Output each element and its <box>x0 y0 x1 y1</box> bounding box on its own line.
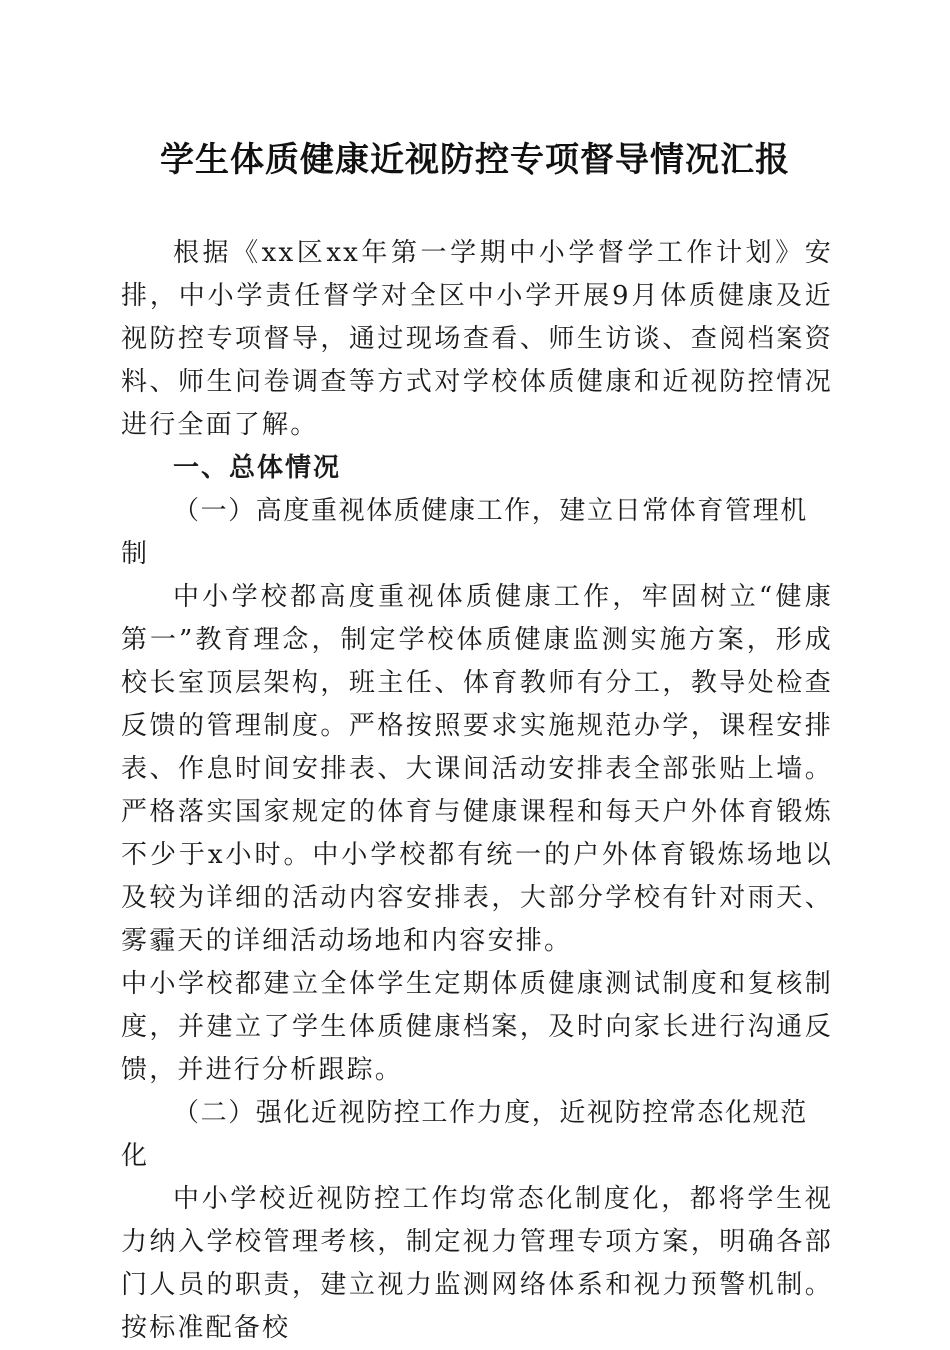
subsection-1-paragraph-1: 中小学校都高度重视体质健康工作，牢固树立“健康第一”教育理念，制定学校体质健康监测实施方案，形成校长室顶层架构，班主任、体育教师有分工，教导处检查反馈的管理制度。严格按照要求实施规范办学，课程安排表、作息时间安排表、大课间活动安排表全部张贴上墙。严格落实国家规定的体育与健康课程和每天户外体育锻炼不少于x小时。中小学校都有统一的户外体育锻炼场地以及较为详细的活动内容安排表，大部分学校有针对雨天、雾霾天的详细活动场地和内容安排。 <box>121 582 833 956</box>
intro-paragraph: 根据《xx区xx年第一学期中小学督学工作计划》安排，中小学责任督学对全区中小学开展9月体质健康及近视防控专项督导，通过现场查看、师生访谈、查阅档案资料、师生问卷调查等方式对学校体质健康和近视防控情况进行全面了解。 <box>121 238 833 440</box>
section-heading-overall: 一、总体情况 <box>173 453 342 483</box>
subsection-heading-2: （二）强化近视防控工作力度，近视防控常态化规范化 <box>121 1098 808 1171</box>
subsection-2-paragraph-1: 中小学校近视防控工作均常态化制度化，都将学生视力纳入学校管理考核，制定视力管理专项方案，明确各部门人员的职责，建立视力监测网络体系和视力预警机制。按标准配备校 <box>121 1184 833 1343</box>
document-title: 学生体质健康近视防控专项督导情况汇报 <box>160 140 790 180</box>
subsection-1-paragraph-2: 中小学校都建立全体学生定期体质健康测试制度和复核制度，并建立了学生体质健康档案，及时向家长进行沟通反馈，并进行分析跟踪。 <box>121 969 833 1085</box>
document-body <box>121 232 833 1350</box>
subsection-heading-1: （一）高度重视体质健康工作，建立日常体育管理机制 <box>121 496 808 569</box>
